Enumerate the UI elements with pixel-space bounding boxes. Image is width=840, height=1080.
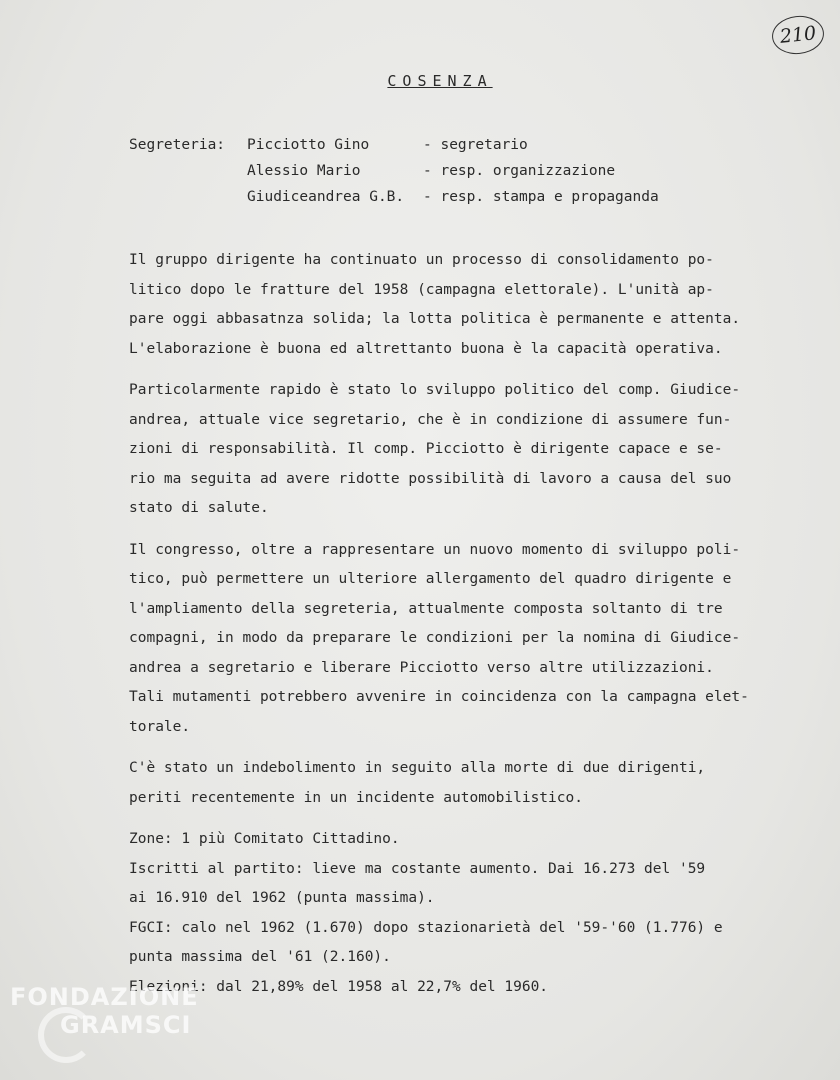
segreteria-row bbox=[129, 132, 659, 158]
watermark-line2: GRAMSCI bbox=[60, 1011, 192, 1039]
stat-line: Iscritti al partito: lieve ma costante aumento. Dai 16.273 del '59 ai 16.910 del 1962 (punta massima). bbox=[129, 860, 706, 906]
paragraph: Particolarmente rapido è stato lo sviluppo politico del comp. Giudice- andrea, attuale vice segretario, che è in condizione di assumere fun- zioni di responsabilità. Il comp. Picciotto è dirigente capace e se- rio ma seguita ad avere ridotte possibilità di lavoro a causa del suo stato di salute. bbox=[129, 382, 741, 516]
body-text bbox=[129, 246, 819, 1002]
segreteria-row bbox=[129, 184, 659, 210]
document-title: COSENZA bbox=[387, 72, 493, 90]
stat-line: Zone: 1 più Comitato Cittadino. bbox=[129, 831, 400, 847]
member-name: Alessio Mario bbox=[247, 163, 361, 179]
stat-line: Elezioni: dal 21,89% del 1958 al 22,7% del 1960. bbox=[129, 978, 549, 995]
member-name: Picciotto Gino bbox=[247, 137, 370, 153]
member-role: - resp. stampa e propaganda bbox=[423, 189, 659, 205]
segreteria-row bbox=[129, 158, 659, 184]
page-number: 210 bbox=[778, 22, 818, 48]
watermark-line1: FONDAZIONE bbox=[10, 983, 199, 1011]
gramsci-logo-icon bbox=[38, 1007, 94, 1063]
fondazione-gramsci-watermark bbox=[10, 985, 199, 1037]
member-role: - segretario bbox=[423, 137, 528, 153]
paragraph: C'è stato un indebolimento in seguito alla morte di due dirigenti, periti recentemente in un incidente automobilistico. bbox=[129, 760, 706, 806]
member-name: Giudiceandrea G.B. bbox=[247, 189, 405, 205]
segreteria-label: Segreteria: bbox=[129, 137, 226, 153]
segreteria-block bbox=[129, 132, 659, 210]
paragraph: Il gruppo dirigente ha continuato un processo di consolidamento po- litico dopo le fratture del 1958 (campagna elettorale). L'unità ap- pare oggi abbasatnza solida; la lotta politica è permanente e attenta. L'elaborazione è buona ed altrettanto buona è la capacità operativa. bbox=[129, 252, 741, 357]
page-number-circle bbox=[770, 13, 826, 56]
paragraph: Il congresso, oltre a rappresentare un nuovo momento di sviluppo poli- tico, può permettere un ulteriore allergamento del quadro dirigente e l'ampliamento della segreteria, attualmente composta soltanto di tre compagni, in modo da preparare le condizioni per la nomina di Giudice- andrea a segretario e liberare Picciotto verso altre utilizzazioni. Tali mutamenti potrebbero avvenire in coincidenza con la campagna elet- torale. bbox=[129, 541, 749, 735]
stat-line: FGCI: calo nel 1962 (1.670) dopo stazionarietà del '59-'60 (1.776) e punta massima del '61 (2.160). bbox=[129, 919, 723, 965]
member-role: - resp. organizzazione bbox=[423, 163, 616, 179]
